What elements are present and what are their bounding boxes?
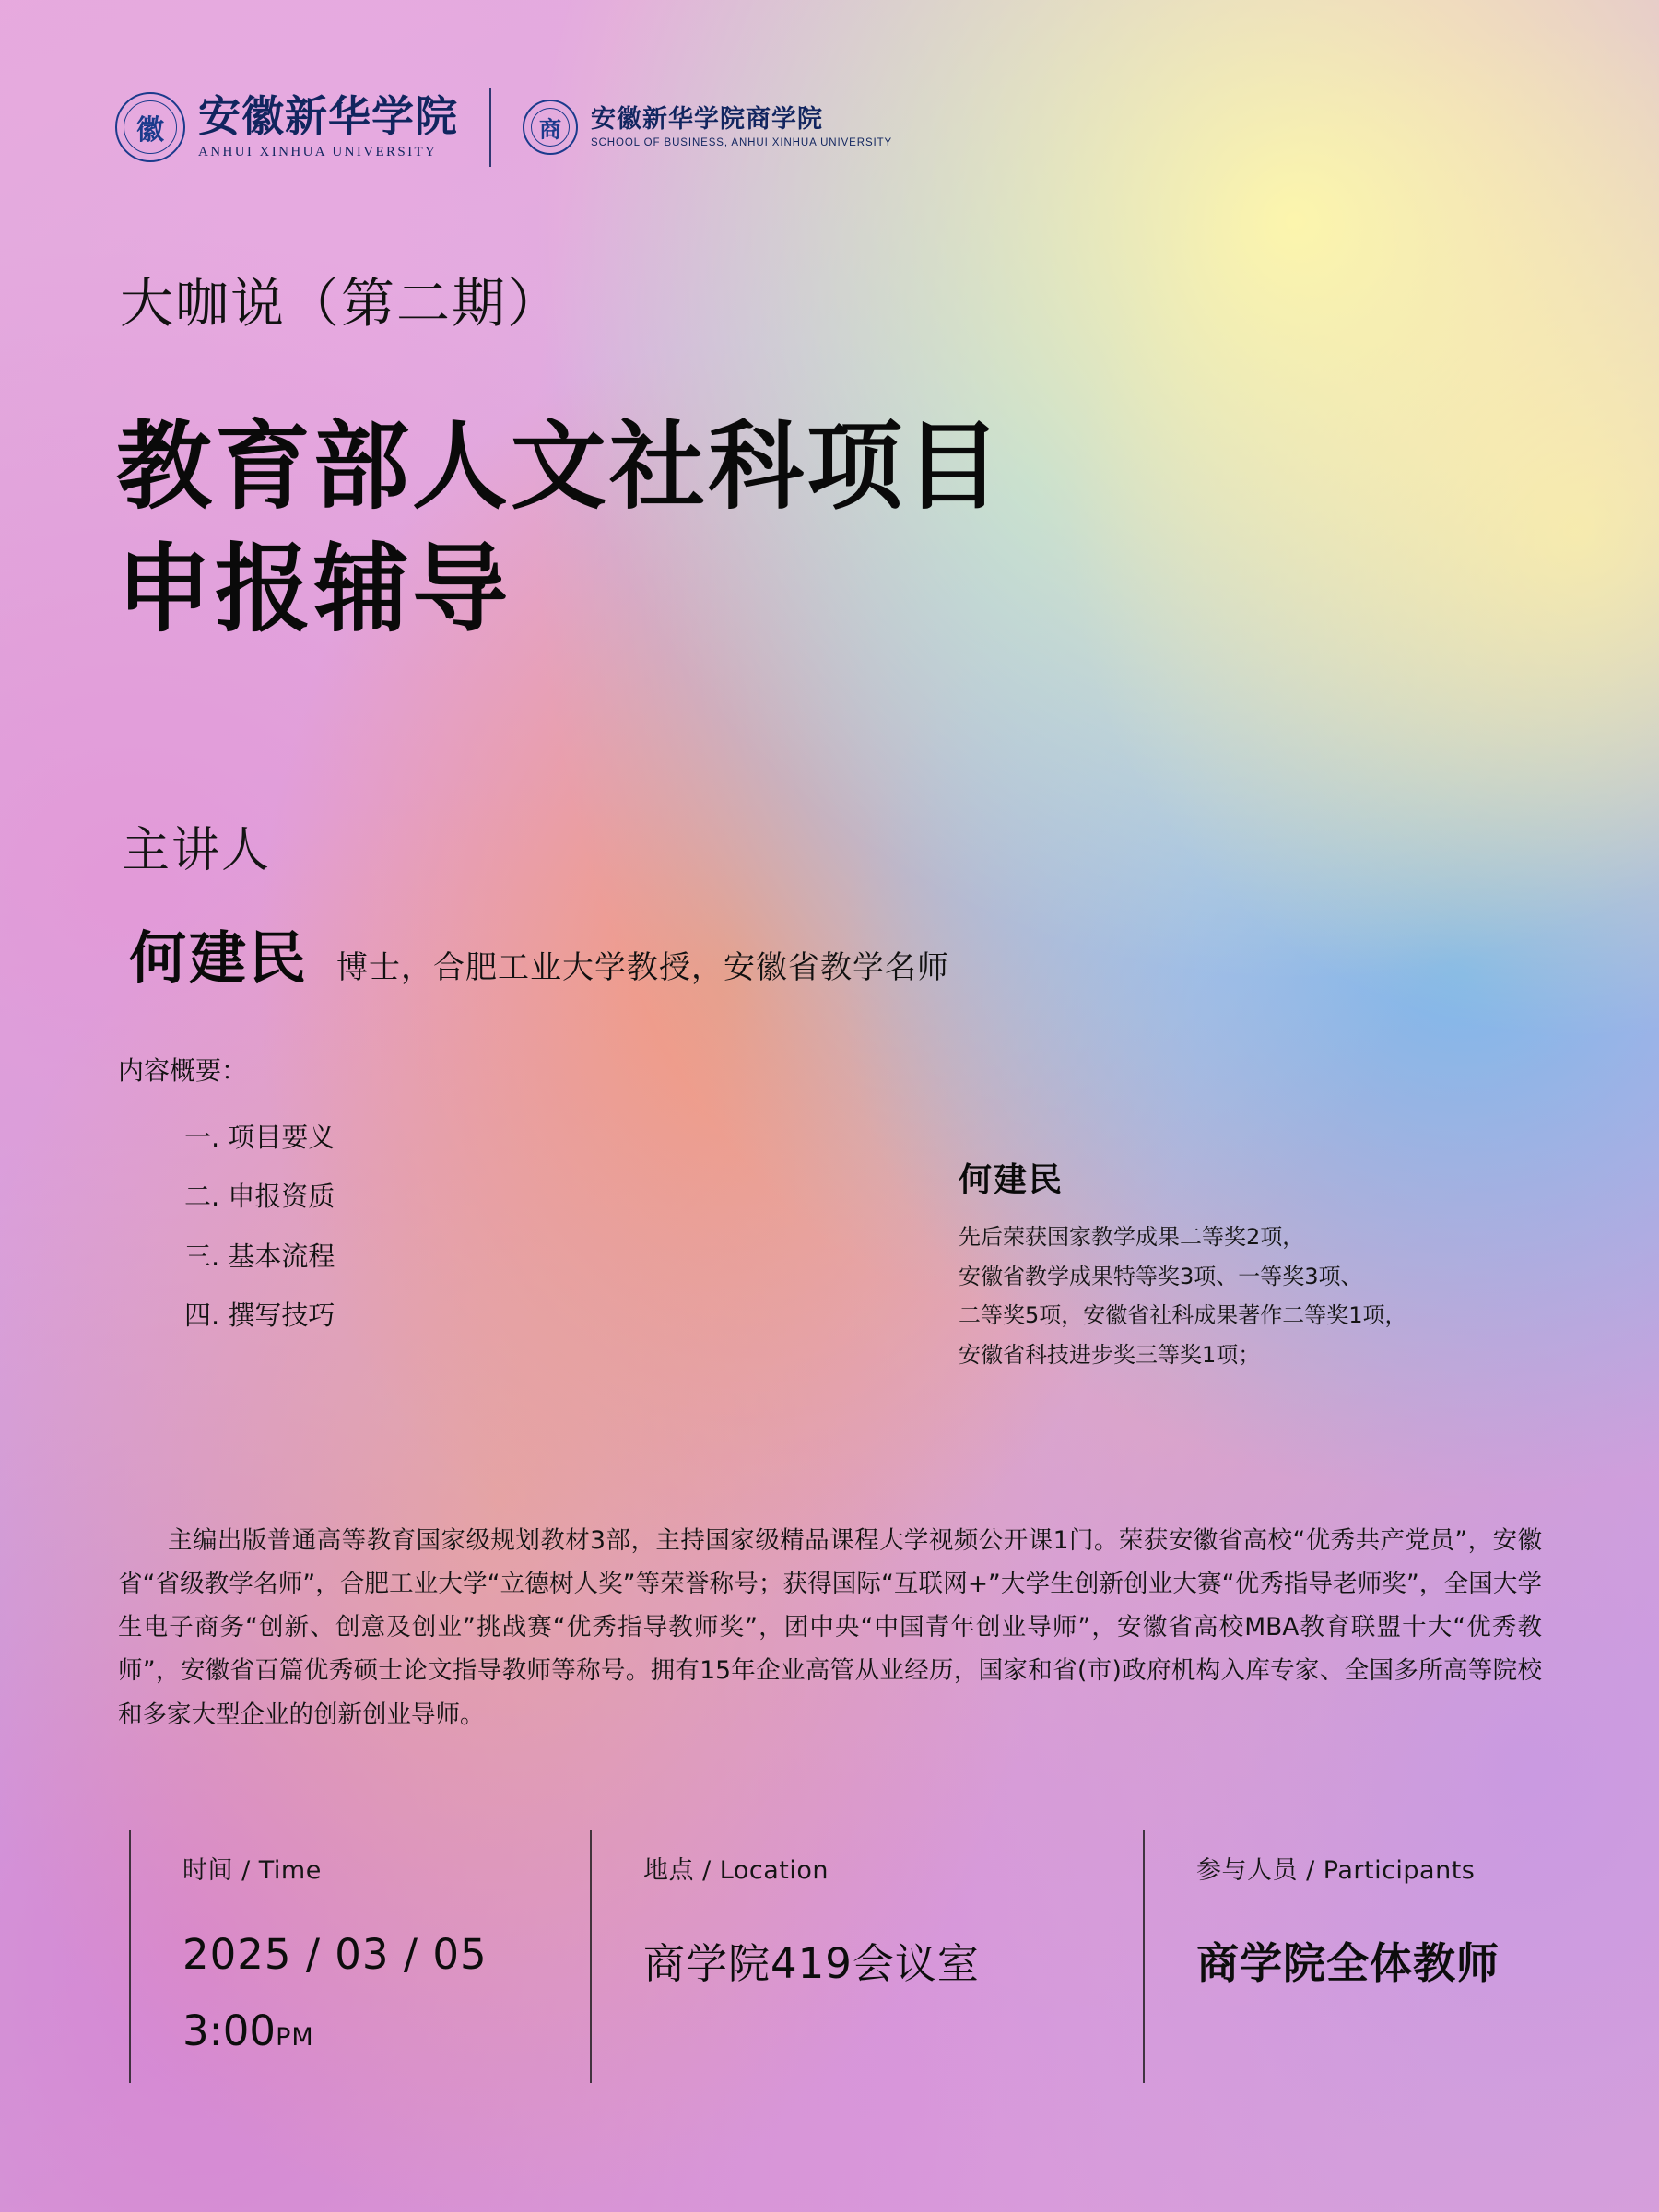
speaker-bio-line: 二等奖5项，安徽省社科成果著作二等奖1项， [959,1302,1407,1329]
university-name-cn: 安徽新华学院 [198,91,458,142]
logo-divider [489,88,491,167]
university-seal-icon [115,92,185,162]
university-name-en: ANHUI XINHUA UNIVERSITY [198,144,438,159]
event-hour-number: 3:00 [182,2006,276,2055]
speaker-row [129,912,949,994]
speaker-bio-name: 何建民 [959,1161,1065,1199]
business-school-seal-icon [523,100,578,155]
event-location-label: 地点 / Location [643,1856,829,1885]
list-item: 二. 申报资质 [184,1181,335,1213]
business-school-name-en: SCHOOL OF BUSINESS, ANHUI XINHUA UNIVERSITY [591,137,893,149]
event-participants-column [1143,1830,1539,1991]
event-location-value: 商学院419会议室 [643,1939,980,1988]
speaker-bio-line: 安徽省教学成果特等奖3项、一等奖3项、 [959,1263,1363,1289]
list-item: 四. 撰写技巧 [184,1300,335,1332]
event-hour-value [182,2006,590,2055]
university-logo [115,92,458,162]
outline-label: 内容概要： [118,1055,248,1086]
page-title-line-1: 教育部人文社科项目 [116,410,1005,523]
business-school-name-cn: 安徽新华学院商学院 [591,104,823,134]
speaker-title: 博士，合肥工业大学教授，安徽省教学名师 [336,949,950,986]
event-participants-value: 商学院全体教师 [1196,1938,1500,1988]
event-participants-label: 参与人员 / Participants [1196,1856,1476,1885]
speaker-bio-block [959,1154,1604,1375]
event-details-footer [129,1830,1539,2124]
list-item: 一. 项目要义 [184,1122,335,1153]
event-date-value: 2025 / 03 / 05 [182,1930,488,1979]
header-logos [115,88,892,167]
business-school-seal-glyph: 商 [539,115,561,143]
series-label: 大咖说（第二期） [120,272,563,335]
page-title-line-2: 申报辅导 [116,533,512,646]
speaker-section-label: 主讲人 [122,823,272,878]
event-location-column [590,1830,1143,1990]
event-time-column [129,1830,590,2055]
event-time-label: 时间 / Time [182,1856,322,1885]
event-hour-ampm: PM [276,2023,314,2052]
speaker-achievements-paragraph: 主编出版普通高等教育国家级规划教材3部，主持国家级精品课程大学视频公开课1门。荣获安徽省高校“优秀共产党员”，安徽省“省级教学名师”，合肥工业大学“立德树人奖”等荣誉称号；获得国际“互联网+”大学生创新创业大赛“优秀指导老师奖”，全国大学生电子商务“创新、创意及创业”挑战赛“优秀指导教师奖”，团中央“中国青年创业导师”，安徽省高校MBA教育联盟十大“优秀教师”，安徽省百篇优秀硕士论文指导教师等称号。拥有15年企业高管从业经历，国家和省(市)政府机构入库专家、全国多所高等院校和多家大型企业的创新创业导师。 [118,1526,1542,1729]
outline-list [184,1108,335,1346]
business-school-logo [523,100,892,155]
list-item: 三. 基本流程 [184,1240,335,1272]
speaker-bio-line: 安徽省科技进步奖三等奖1项； [959,1342,1261,1369]
university-seal-glyph: 徽 [136,114,164,147]
page-title [116,406,1004,651]
speaker-name: 何建民 [129,924,310,992]
speaker-bio-line: 先后荣获国家教学成果二等奖2项， [959,1224,1305,1250]
